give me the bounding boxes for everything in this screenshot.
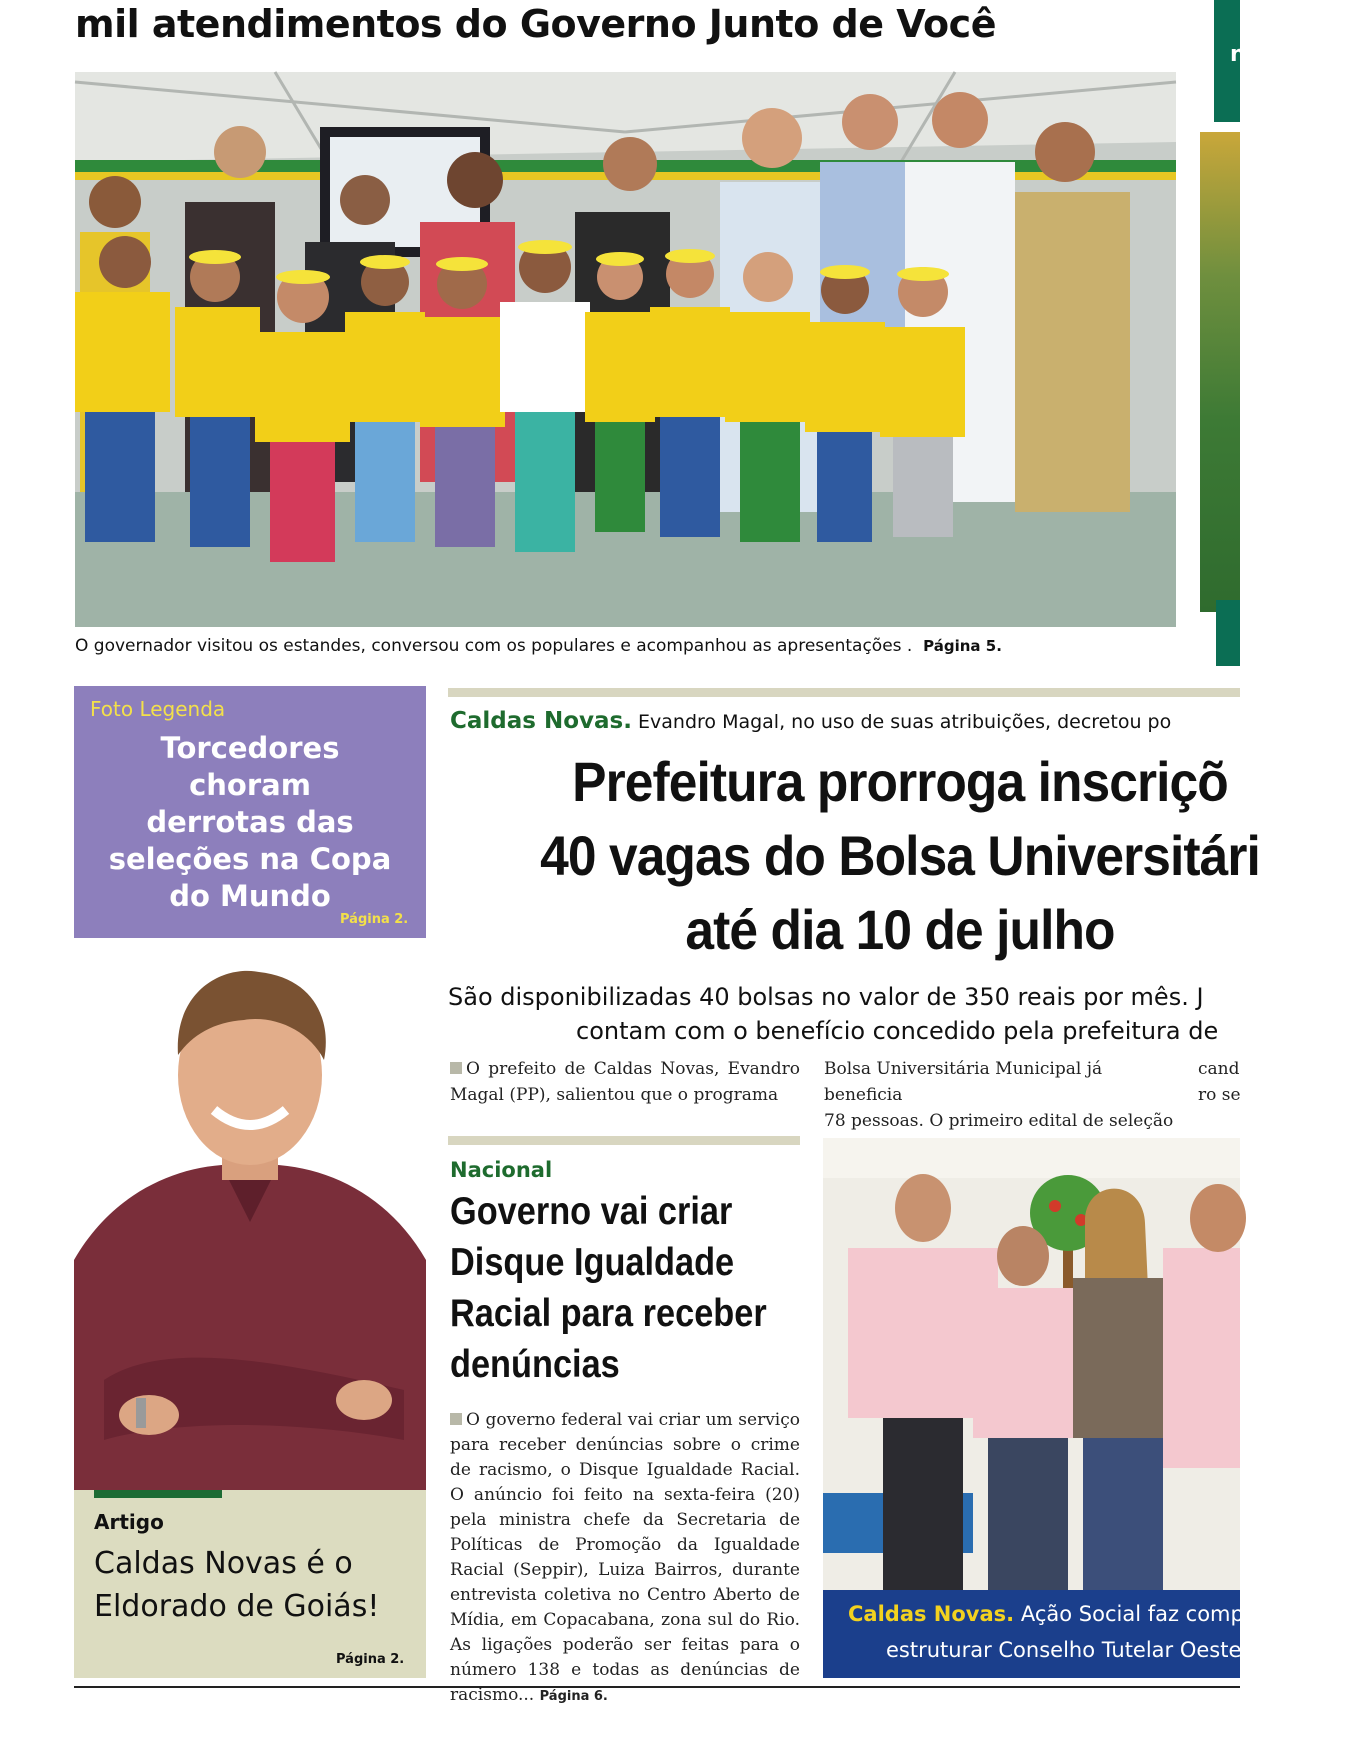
main-photo-caption xyxy=(75,636,1185,656)
social-caption-kicker: Caldas Novas. xyxy=(848,1602,1015,1626)
artigo-label: Artigo xyxy=(94,1510,164,1534)
right-edge-green-band xyxy=(1216,600,1240,666)
artigo-title[interactable] xyxy=(94,1542,414,1628)
main-story-kicker xyxy=(450,708,1171,734)
main-story-subheadline xyxy=(448,980,1368,1048)
foto-legenda-title-line: choram xyxy=(189,768,311,802)
social-caption-line-2: estruturar Conselho Tutelar Oeste c xyxy=(886,1638,1260,1662)
main-story-rule xyxy=(448,688,1240,697)
artigo-title-line: Caldas Novas é o xyxy=(94,1546,353,1581)
bullet-square-icon xyxy=(450,1413,462,1425)
nacional-body xyxy=(450,1408,800,1709)
nacional-headline-line: Racial para receber xyxy=(450,1292,767,1335)
right-edge-strip-letter: n xyxy=(1230,42,1246,67)
bullet-square-icon xyxy=(450,1062,462,1074)
main-story-sub-line: São disponibilizadas 40 bolsas no valor de 350 reais por mês. J xyxy=(448,983,1204,1011)
main-story-col3-line: cand xyxy=(1198,1059,1240,1079)
main-story-sub-line: contam com o benefício concedido pela prefeitura de xyxy=(576,1017,1219,1045)
foto-legenda-title[interactable] xyxy=(74,730,426,915)
artigo-page-ref[interactable]: Página 2. xyxy=(336,1652,405,1667)
foto-legenda-page-ref[interactable]: Página 2. xyxy=(340,912,409,927)
social-photo-illustration xyxy=(823,1138,1240,1590)
social-caption-line-1[interactable] xyxy=(848,1602,1252,1626)
main-story-col1-text: O prefeito de Caldas Novas, Evandro Magal (PP), salientou que o programa xyxy=(450,1059,800,1105)
main-story-col3-line: ro se xyxy=(1198,1085,1241,1105)
social-action-photo xyxy=(823,1138,1240,1590)
main-photo-page-ref[interactable]: Página 5. xyxy=(923,637,1002,655)
main-story-headline-line: 40 vagas do Bolsa Universitári xyxy=(540,824,1260,887)
main-story-column-3 xyxy=(1198,1056,1258,1108)
nacional-kicker: Nacional xyxy=(450,1158,553,1182)
foto-legenda-title-line: Torcedores xyxy=(160,731,340,765)
main-photo-caption-text: O governador visitou os estandes, conversou com os populares e acompanhou as apresentações . xyxy=(75,636,913,656)
portrait-illustration xyxy=(74,960,426,1490)
nacional-body-text: O governo federal vai criar um serviço para receber denúncias sobre o crime de racismo, o Disque Igualdade Racial. O anúncio foi feito na sexta-feira (20) pela ministra chefe da Secretaria de Políticas de Promoção da Igualdade Racial (Seppir), Luiza Bairros, durante entrevista coletiva no Centro Aberto de Mídia, em Copacabana, zona sul do Rio. As ligações poderão ser feitas para o número 138 e todas as denúncias de racismo... xyxy=(450,1410,800,1705)
artigo-title-line: Eldorado de Goiás! xyxy=(94,1589,380,1624)
foto-legenda-title-line: derrotas das xyxy=(146,805,354,839)
main-group-photo xyxy=(75,72,1176,627)
right-edge-photo-fragment xyxy=(1200,132,1240,612)
top-headline: mil atendimentos do Governo Junto de Você xyxy=(75,2,996,46)
nacional-headline-line: Governo vai criar xyxy=(450,1190,733,1233)
main-story-kicker-place: Caldas Novas. xyxy=(450,708,632,734)
nacional-headline-line: Disque Igualdade xyxy=(450,1241,735,1284)
main-story-kicker-text: Evandro Magal, no uso de suas atribuições, decretou po xyxy=(638,711,1172,733)
nacional-rule xyxy=(448,1136,800,1145)
foto-legenda-title-line: seleções na Copa xyxy=(108,842,392,876)
foto-legenda-label: Foto Legenda xyxy=(90,697,226,721)
group-photo-illustration xyxy=(75,72,1176,627)
main-story-headline-line: até dia 10 de julho xyxy=(685,898,1115,961)
artigo-accent-bar xyxy=(94,1490,222,1498)
main-story-col2-line: 78 pessoas. O primeiro edital de seleção xyxy=(824,1111,1174,1131)
main-story-column-1 xyxy=(450,1056,800,1108)
columnist-portrait xyxy=(74,960,426,1490)
main-story-headline[interactable] xyxy=(440,745,1360,967)
nacional-page-ref[interactable]: Página 6. xyxy=(539,1689,608,1704)
nacional-headline[interactable] xyxy=(450,1186,820,1390)
nacional-headline-line: denúncias xyxy=(450,1343,620,1386)
social-caption-text: Ação Social faz compr xyxy=(1020,1602,1253,1626)
foto-legenda-title-line: do Mundo xyxy=(169,879,331,913)
main-story-headline-line: Prefeitura prorroga inscriçõ xyxy=(572,750,1228,813)
main-story-col2-line: Bolsa Universitária Municipal já beneficia xyxy=(824,1059,1103,1105)
